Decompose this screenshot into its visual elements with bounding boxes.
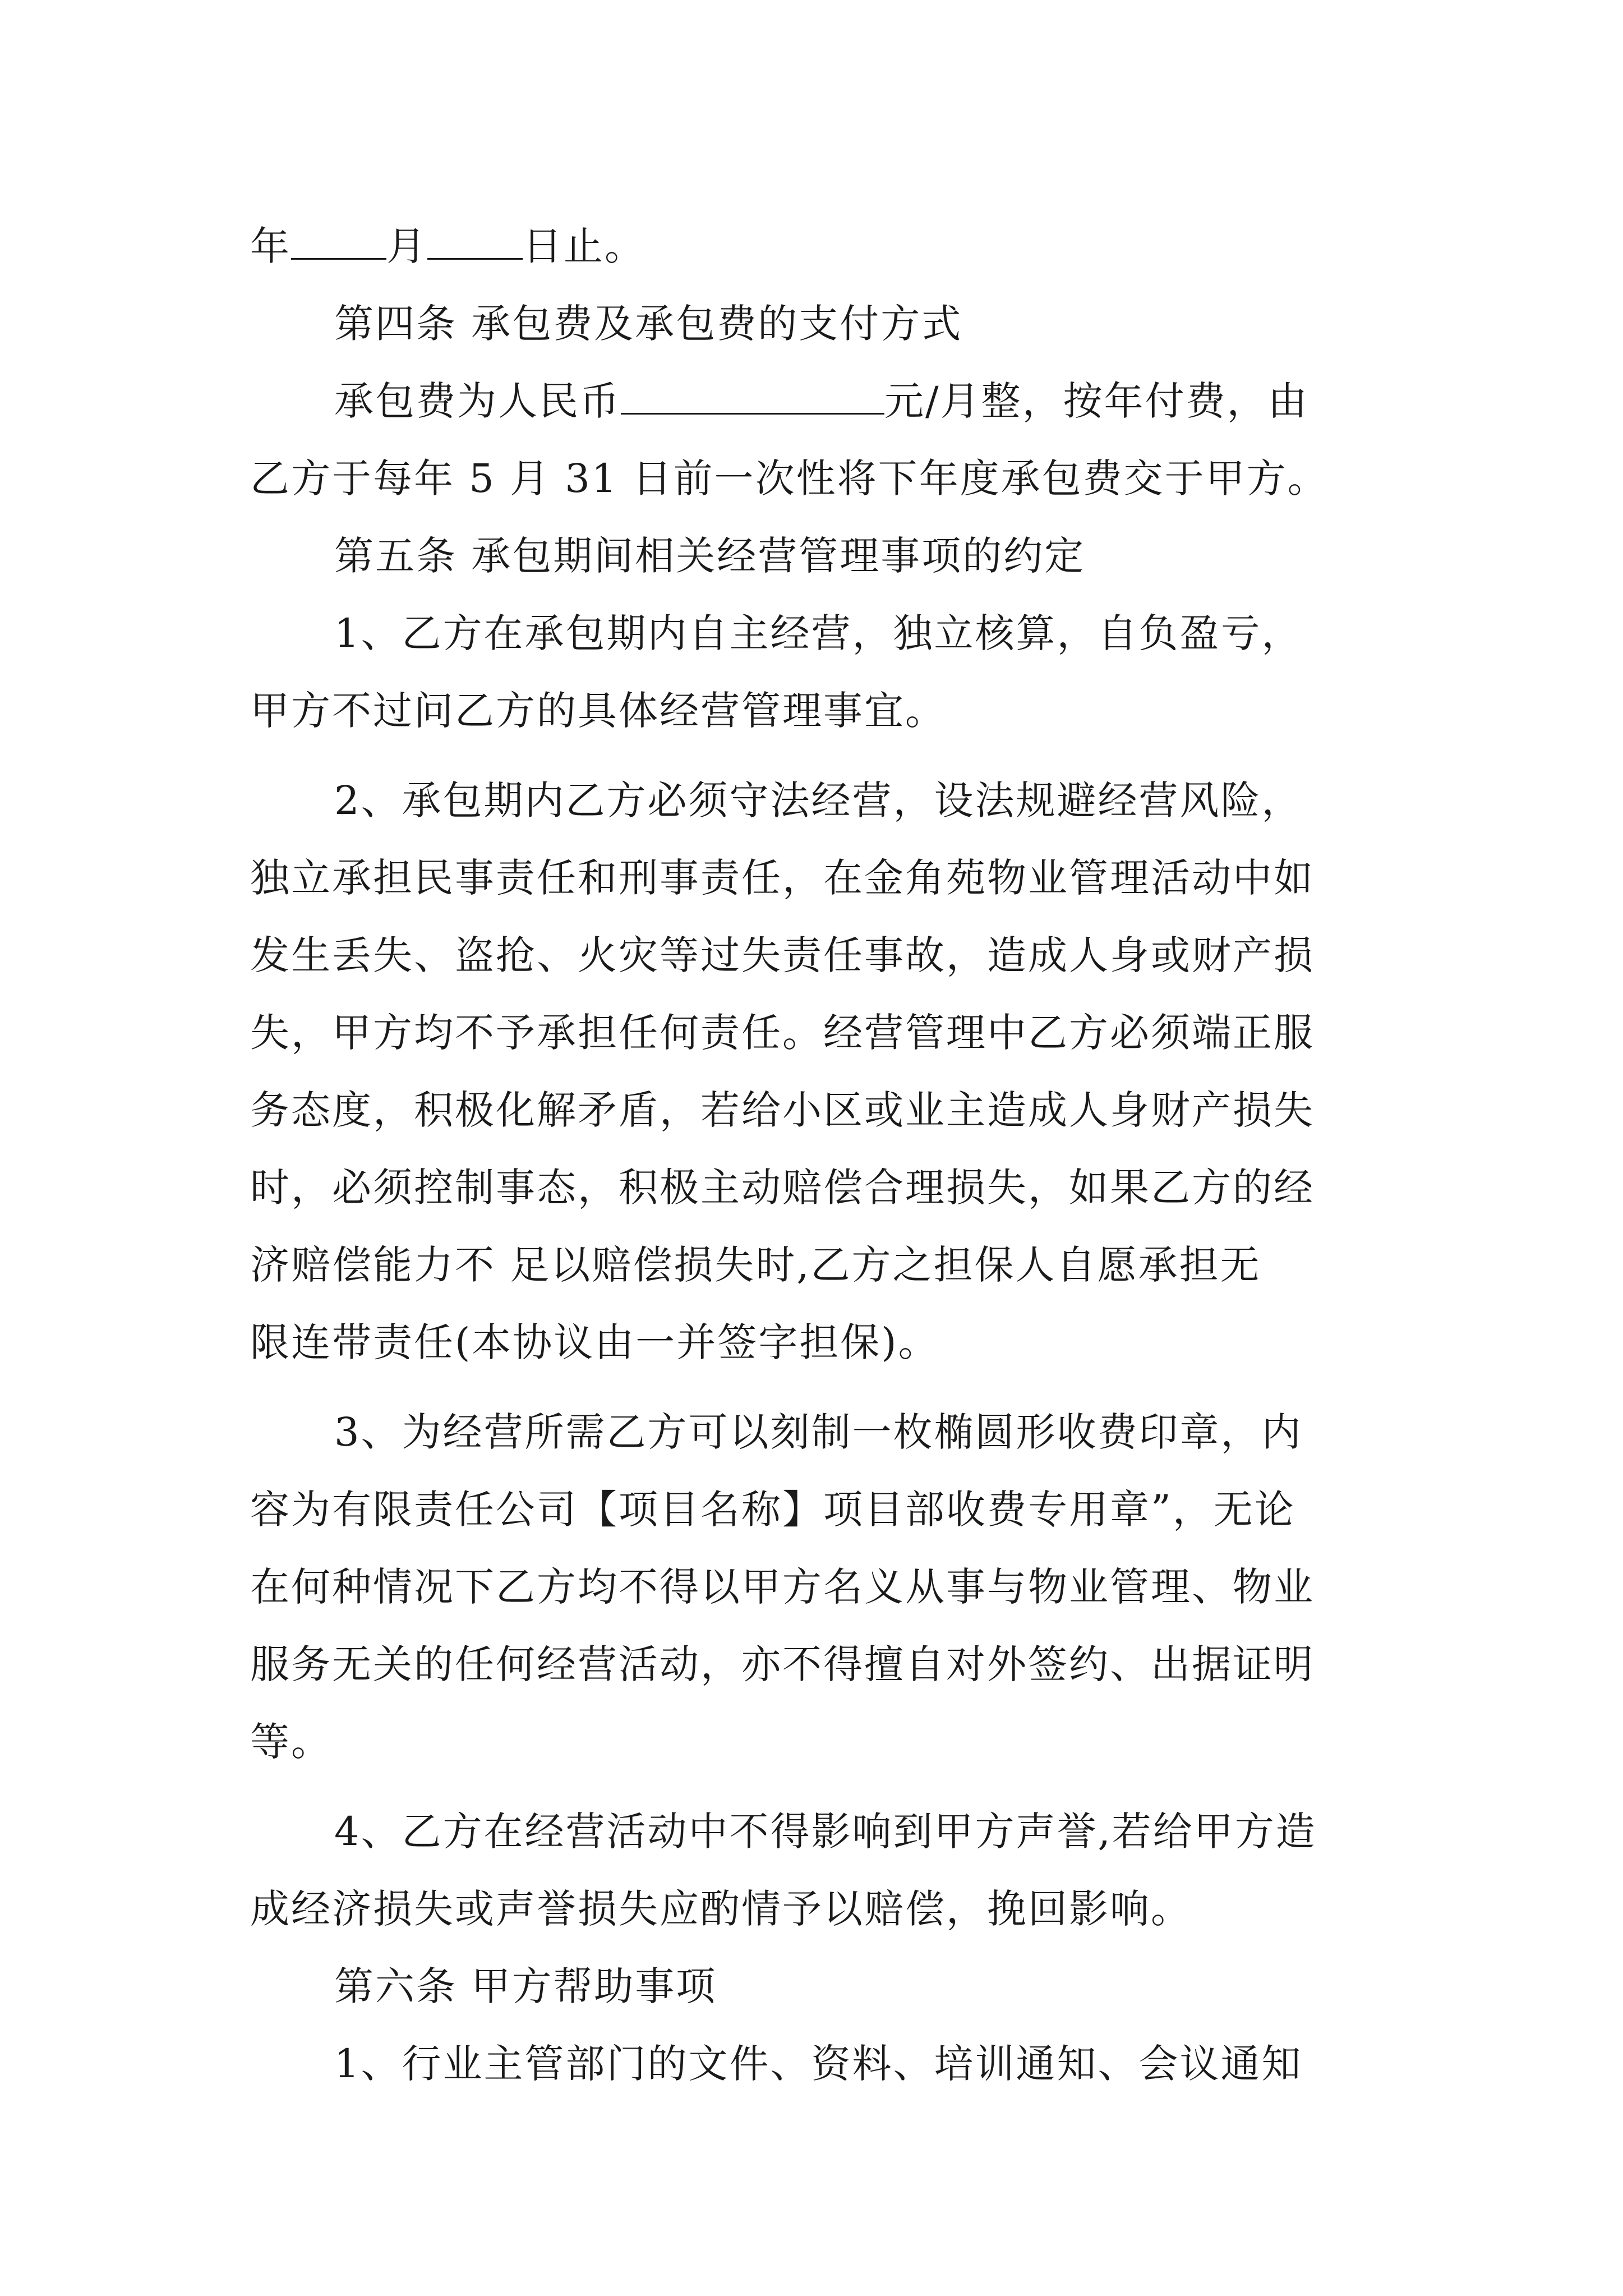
paragraph-line: 1、乙方在承包期内自主经营，独立核算，自负盈亏， xyxy=(334,610,1303,656)
day-label: 日止。 xyxy=(523,223,645,269)
paragraph-line: 独立承担民事责任和刑事责任，在金角苑物业管理活动中如 xyxy=(250,855,1315,901)
paragraph-line: 发生丢失、盗抢、火灾等过失责任事故，造成人身或财产损 xyxy=(250,932,1315,978)
fee-amount-blank xyxy=(621,379,884,415)
article-5-heading: 第五条 承包期间相关经营管理事项的约定 xyxy=(334,533,1086,579)
paragraph-line: 在何种情况下乙方均不得以甲方名义从事与物业管理、物业 xyxy=(250,1564,1315,1610)
year-label: 年 xyxy=(250,223,291,269)
contract-body xyxy=(250,208,1377,2102)
paragraph-line: 容为有限责任公司【项目名称】项目部收费专用章”，无论 xyxy=(250,1487,1295,1533)
paragraph-line: 3、为经营所需乙方可以刻制一枚椭圆形收费印章，内 xyxy=(334,1409,1303,1455)
month-label: 月 xyxy=(386,223,427,269)
paragraph-line: 2、承包期内乙方必须守法经营，设法规避经营风险， xyxy=(334,777,1303,823)
term-end-date-line xyxy=(250,208,1377,285)
paragraph-line: 成经济损失或声誉损失应酌情予以赔偿，挽回影响。 xyxy=(250,1886,1192,1932)
paragraph-line: 时，必须控制事态，积极主动赔偿合理损失，如果乙方的经 xyxy=(250,1165,1315,1211)
paragraph-line: 务态度，积极化解矛盾，若给小区或业主造成人身财产损失 xyxy=(250,1087,1315,1133)
paragraph-line: 限连带责任(本协议由一并签字担保)。 xyxy=(250,1319,939,1365)
paragraph-line: 服务无关的任何经营活动，亦不得擅自对外签约、出据证明 xyxy=(250,1641,1315,1687)
paragraph-line: 4、乙方在经营活动中不得影响到甲方声誉,若给甲方造 xyxy=(334,1809,1317,1855)
paragraph-line: 1、行业主管部门的文件、资料、培训通知、会议通知 xyxy=(334,2041,1303,2087)
paragraph-line: 济赔偿能力不 足以赔偿损失时,乙方之担保人自愿承担无 xyxy=(250,1242,1261,1288)
day-blank xyxy=(427,224,523,260)
paragraph-line: 甲方不过问乙方的具体经营管理事宜。 xyxy=(250,688,946,734)
fee-unit-text: 元/月整，按年付费，由 xyxy=(884,378,1309,424)
fee-label: 承包费为人民币 xyxy=(334,378,621,424)
fee-amount-line xyxy=(250,362,1377,440)
month-blank xyxy=(291,224,386,260)
paragraph-line: 等。 xyxy=(250,1719,332,1765)
article-6-heading: 第六条 甲方帮助事项 xyxy=(334,1963,717,2009)
article-4-heading: 第四条 承包费及承包费的支付方式 xyxy=(334,301,963,347)
paragraph-line: 乙方于每年 5 月 31 日前一次性将下年度承包费交于甲方。 xyxy=(250,455,1329,501)
paragraph-line: 失，甲方均不予承担任何责任。经营管理中乙方必须端正服 xyxy=(250,1010,1315,1056)
